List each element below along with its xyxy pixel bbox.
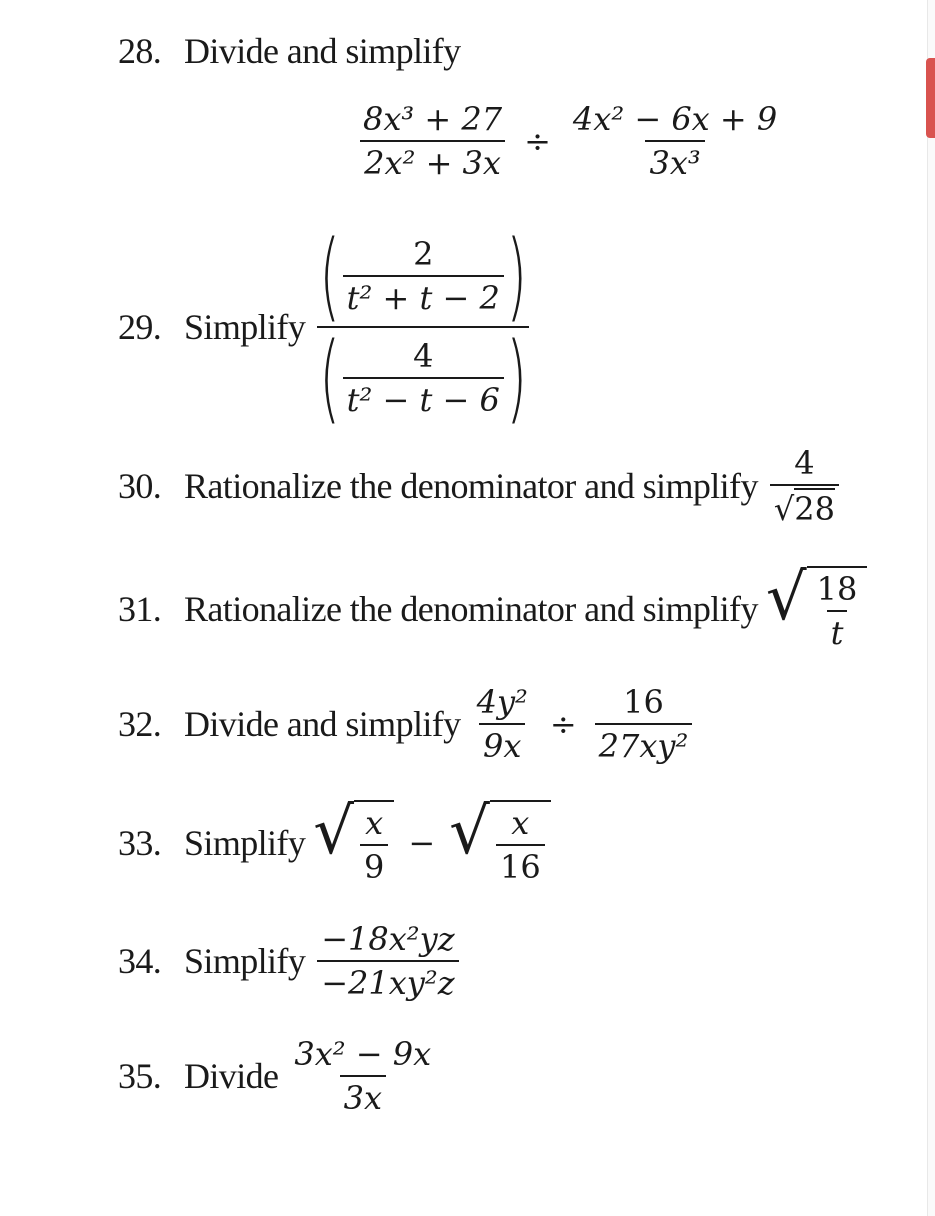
problem-number: 34.: [118, 941, 162, 982]
fraction: $\frac{\text{4x² − 6x + 9}}{\text{3x³}}$: [572, 100, 778, 183]
radical-sign: √: [449, 795, 490, 869]
fraction: $\frac{16}{\text{27xy²}}$: [595, 683, 693, 766]
problem-instruction: Rationalize the denominator and simplify: [184, 589, 758, 630]
problem-instruction: Simplify: [184, 941, 306, 982]
problem-number: 33.: [118, 823, 162, 864]
radical-sign: √: [313, 795, 354, 869]
radical-sign: √: [773, 490, 795, 529]
problem-instruction: Divide and simplify: [184, 31, 461, 71]
scrollbar-thumb[interactable]: [926, 58, 935, 138]
problem-number: 31.: [118, 589, 162, 630]
problem-number: 35.: [118, 1056, 162, 1097]
fraction: 4 √ 28: [770, 444, 839, 529]
problem-32: [118, 683, 905, 766]
problem-number: 28.: [118, 31, 162, 71]
fraction: $\frac{\text{8x³ + 27}}{\text{2x² + 3x}}$: [359, 100, 506, 183]
fraction: $\frac{\text{−18x²yz}}{\text{−21xy²z}}$: [317, 920, 458, 1003]
problem-31: [118, 561, 905, 653]
fraction: $\frac{\text{3x² − 9x}}{3x}$: [294, 1035, 432, 1118]
problem-28: [118, 30, 905, 72]
problem-instruction: Rationalize the denominator and simplify: [184, 466, 758, 507]
problem-number: 30.: [118, 466, 162, 507]
problem-33: [118, 795, 905, 887]
problem-number: 29.: [118, 307, 162, 347]
fraction: $\frac{\text{4y²}}{9x}$: [476, 683, 528, 766]
problem-28-expression: [355, 100, 905, 183]
problem-35: [118, 1035, 905, 1118]
radical-sign: √: [765, 561, 807, 635]
problem-34: [118, 920, 905, 1003]
problem-30: [118, 444, 905, 529]
divide-operator: ÷: [549, 705, 577, 744]
problem-29: [118, 220, 905, 434]
problem-number: 32.: [118, 704, 162, 745]
scrollbar-track[interactable]: [927, 0, 935, 1216]
problem-instruction: Simplify: [184, 823, 306, 864]
square-root: √ $\frac{x}{16}$: [449, 800, 551, 887]
square-root: √ $\frac{x}{9}$: [313, 800, 394, 887]
complex-fraction: ( $\frac{2}{\text{t² + t − 2}}$ ) ( $\frac{4}{\text{t² − t − 6}}$ ): [317, 228, 529, 426]
problem-instruction: Divide and simplify: [184, 704, 461, 745]
problem-instruction: Divide: [184, 1056, 279, 1097]
divide-operator: ÷: [524, 122, 551, 161]
square-root: √ $\frac{18}{t}$: [766, 566, 868, 653]
problem-instruction: Simplify: [184, 307, 306, 347]
minus-operator: −: [408, 824, 436, 863]
